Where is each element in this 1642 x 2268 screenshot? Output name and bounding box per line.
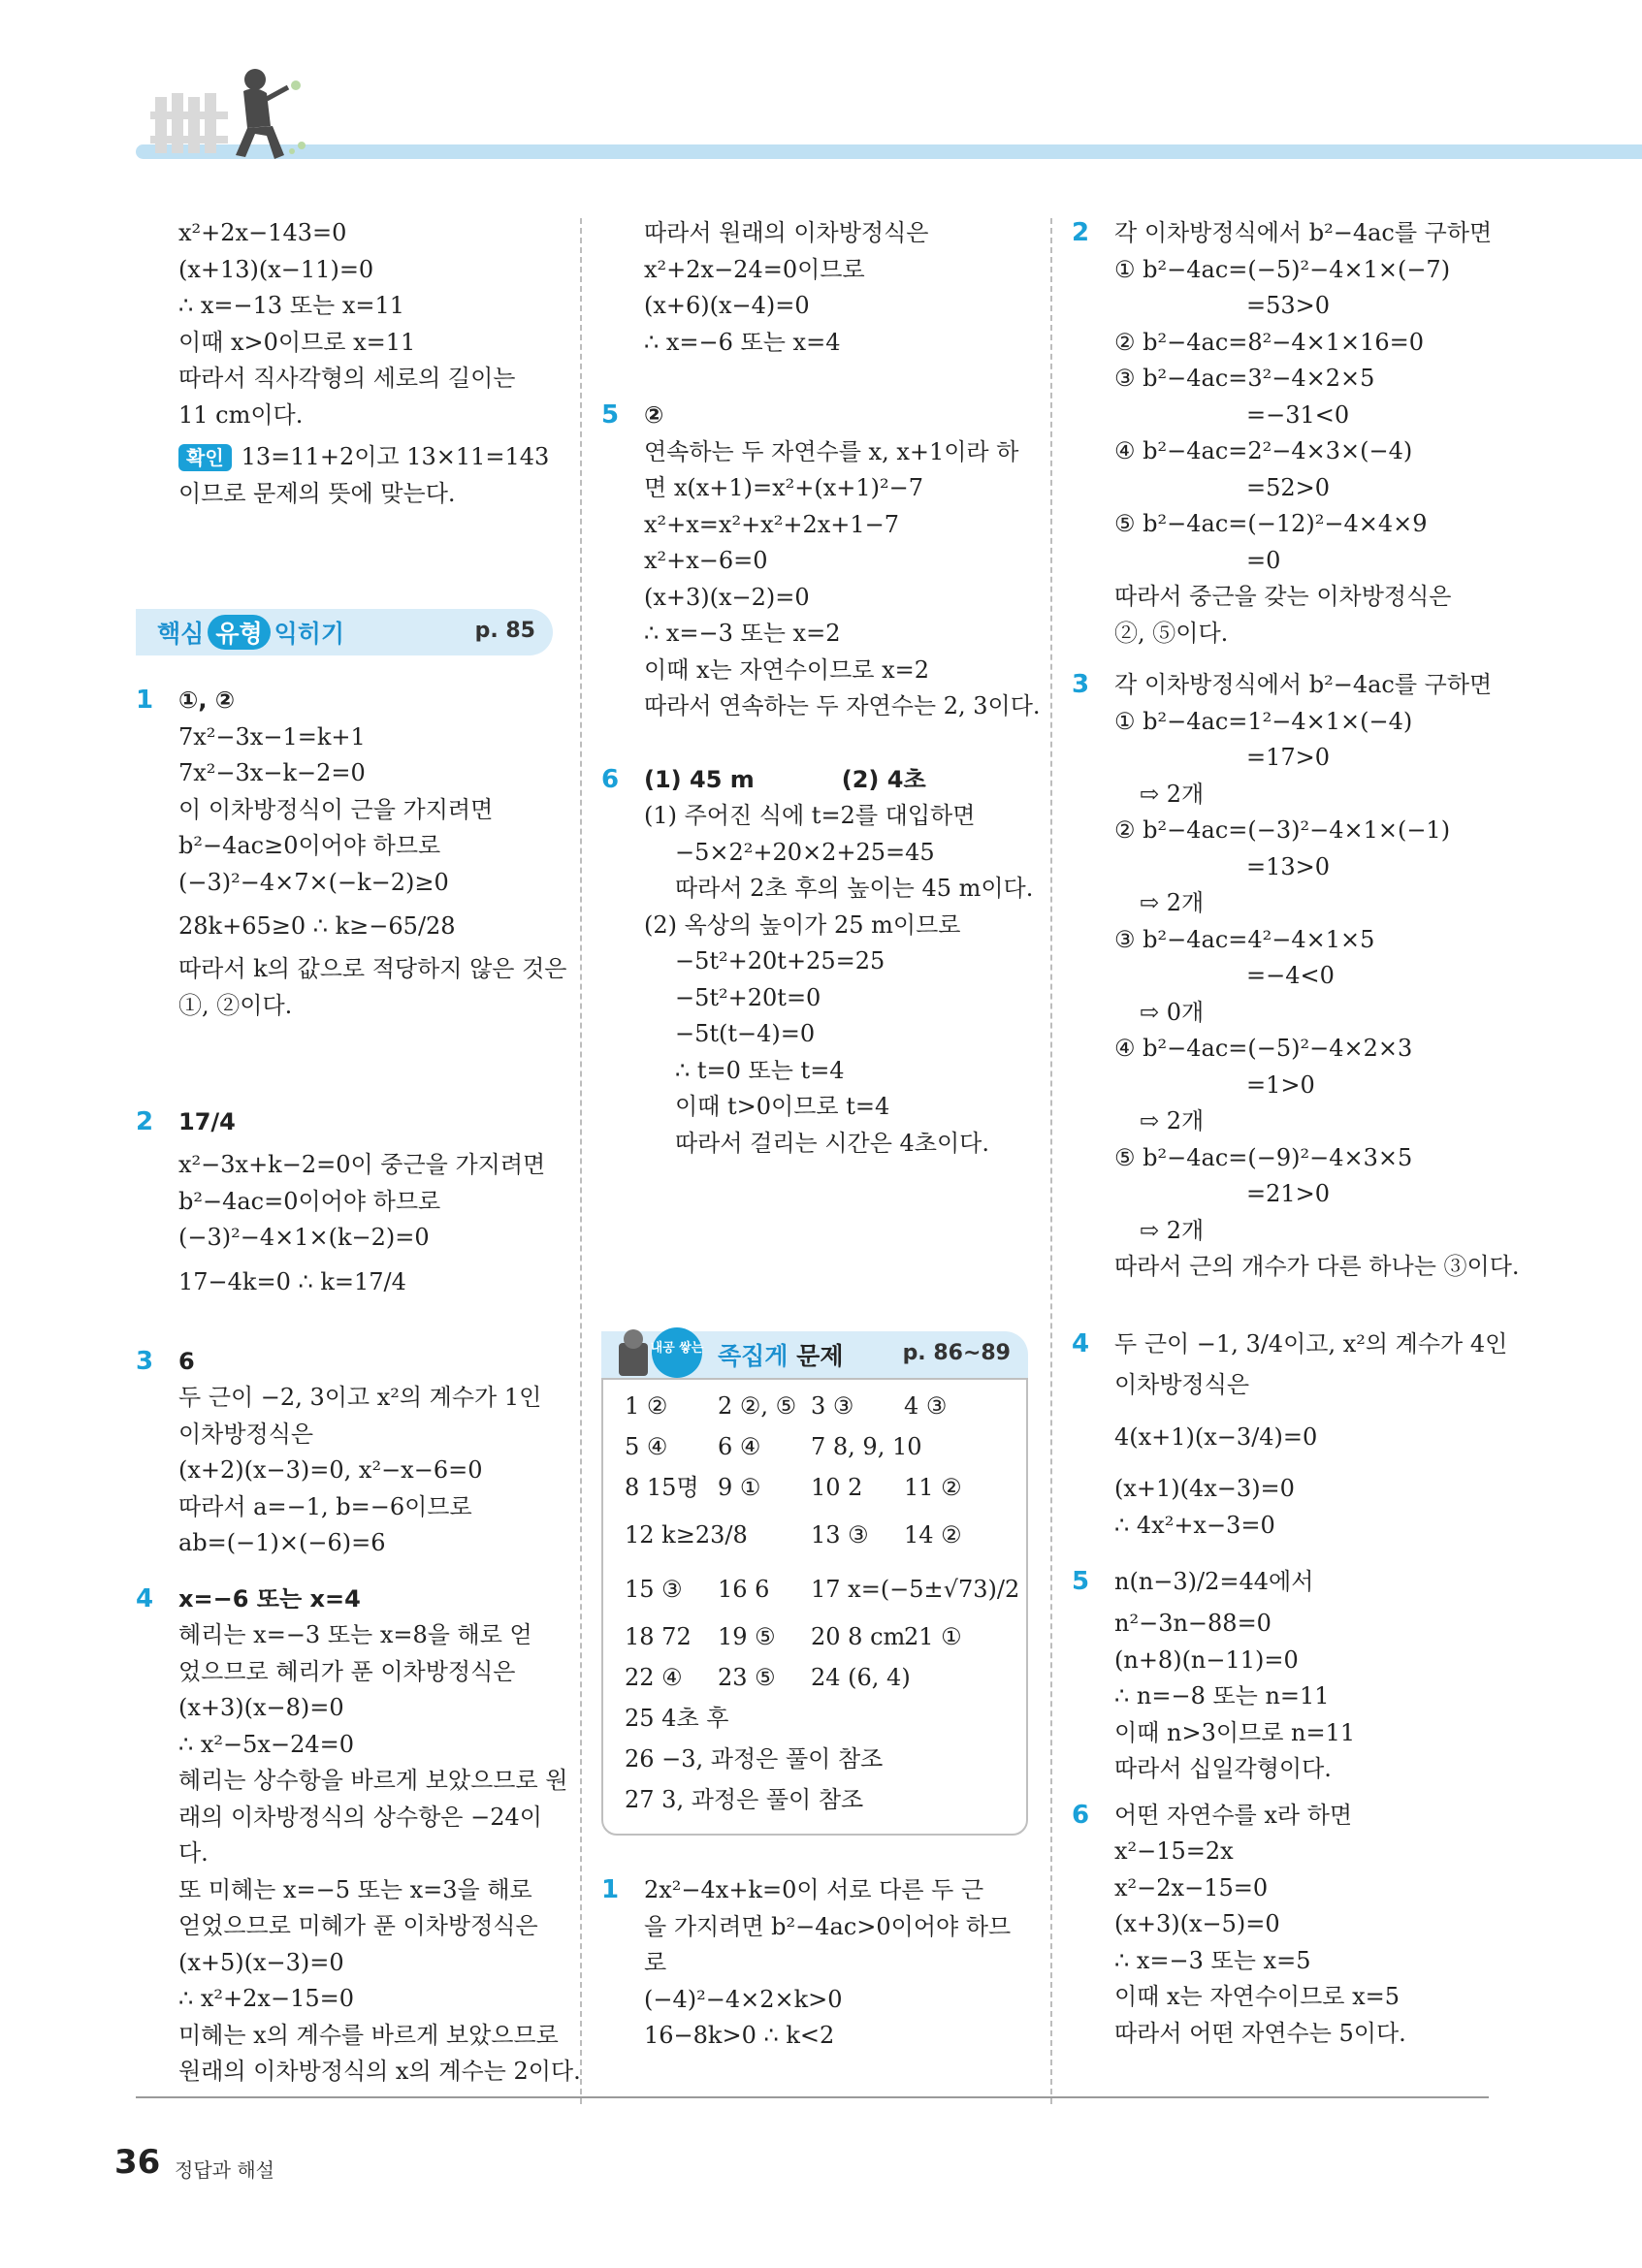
solution-line: ⇨ 2개 [1140,1107,1205,1134]
solution-line: ③ b²−4ac=4²−4×1×5 [1114,925,1375,953]
solution-line: x²−2x−15=0 [1114,1873,1269,1901]
solution-line: ③ b²−4ac=3²−4×2×5 [1114,365,1375,392]
solution-line: 따라서 근의 개수가 다른 하나는 ③이다. [1114,1253,1520,1280]
solution-line: 두 근이 −1, 3/4이고, x²의 계수가 4인 [1114,1329,1508,1358]
column-2 [601,215,1041,2055]
solution-line: 미혜는 x의 계수를 바르게 보았으므로 [178,2021,559,2049]
question-3-discriminant [1072,667,1520,1286]
section-page-ref: p. 85 [474,619,535,643]
answer-row: 1 ② 2 ②, ⑤ 3 ③ 4 ③ [625,1392,948,1420]
sub-question-head: (1) 주어진 식에 t=2를 대입하면 [644,802,976,829]
solution-line: =−31<0 [1246,400,1350,429]
question-number: 6 [601,764,620,794]
page-number: 36 [114,2143,161,2182]
solution-line: 따라서 2초 후의 높이는 45 m이다. [675,875,1034,902]
solution-line: (x+3)(x−2)=0 [644,583,810,611]
question-5 [601,398,1041,725]
solution-line: 래의 이차방정식의 상수항은 −24이 [178,1803,542,1831]
solution-line: 다. [178,1839,209,1867]
question-number: 2 [136,1107,154,1136]
solution-line: =53>0 [1246,292,1331,319]
solution-line: ∴ x²−5x−24=0 [178,1730,354,1758]
solution-line: 이때 x는 자연수이므로 x=5 [1114,1983,1400,2010]
solution-line: 따라서 연속하는 두 자연수는 2, 3이다. [644,692,1041,719]
solution-line: (−3)²−4×7×(−k−2)≥0 [178,868,449,896]
section-header-core-types [136,609,553,655]
solution-line: ⇨ 2개 [1140,889,1205,916]
solution-line: 이때 t>0이므로 t=4 [675,1093,890,1120]
header-bar [136,144,1642,159]
solution-line: 각 이차방정식에서 b²−4ac를 구하면 [1114,219,1493,246]
solution-line: 7x²−3x−1=k+1 [178,722,366,751]
question-number: 5 [601,400,620,430]
solution-line: 어떤 자연수를 x라 하면 [1114,1801,1353,1829]
solution-line: 이차방정식은 [1114,1370,1250,1398]
column-3 [1072,215,1520,2052]
solution-line: (n+8)(n−11)=0 [1114,1645,1299,1674]
solution-line: ∴ x=−3 또는 x=2 [644,620,841,647]
solution-line: −5t²+20t+25=25 [675,947,885,974]
solution-line: =21>0 [1246,1180,1331,1207]
solution-line: x²−15=2x [1114,1837,1234,1865]
footer-label: 정답과 해설 [175,2158,274,2182]
solution-line: 원래의 이차방정식의 x의 계수는 2이다. [178,2058,581,2085]
question-answer: 6 [178,1347,195,1375]
solution-line: 혜리는 상수항을 바르게 보았으므로 원 [178,1767,568,1794]
solution-line: ①, ②이다. [178,991,293,1019]
solution-line: 28k+65≥0 ∴ k≥−65/28 [178,912,456,940]
question-answer-a: (1) 45 m [644,765,755,793]
solution-line: (−3)²−4×1×(k−2)=0 [178,1224,430,1251]
solution-continued [601,215,1028,361]
solution-line: ∴ n=−8 또는 n=11 [1114,1682,1330,1709]
check-text: 13=11+2이고 13×11=143 [241,443,550,470]
solution-line: x²+2x−143=0 [178,219,347,246]
solution-line: 각 이차방정식에서 b²−4ac를 구하면 [1114,671,1493,698]
solution-line: ∴ 4x²+x−3=0 [1114,1511,1275,1539]
solution-line: x²−3x+k−2=0이 중근을 가지려면 [178,1151,546,1178]
solution-line: (−4)²−4×2×k>0 [644,1985,843,2013]
section-title: 족집게 문제 [718,1342,844,1370]
solution-line: n²−3n−88=0 [1114,1610,1272,1637]
answer-row: 27 3, 과정은 풀이 참조 [625,1786,864,1813]
solution-line: =13>0 [1246,852,1331,880]
solution-line: ②, ⑤이다. [1114,619,1229,647]
solution-line: ② b²−4ac=8²−4×1×16=0 [1114,328,1425,356]
solution-line: ∴ x=−6 또는 x=4 [644,328,841,356]
solution-line: 로 [644,1949,667,1976]
solution-line: 두 근이 −2, 3이고 x²의 계수가 1인 [178,1384,542,1411]
solution-line: ⑤ b²−4ac=(−12)²−4×4×9 [1114,510,1428,537]
solution-line: x²+x−6=0 [644,547,768,574]
answer-row: 22 ④ 23 ⑤ 24 (6, 4) [625,1664,911,1691]
question-number: 1 [136,686,154,715]
solution-line: 따라서 십일각형이다. [1114,1755,1332,1782]
check-badge: 확인 [178,444,232,471]
solution-line: 17−4k=0 ∴ k=17/4 [178,1267,406,1295]
column-1 [136,215,581,2091]
problem-1 [601,1872,1028,2055]
question-answer-b: (2) 4초 [841,765,926,793]
bottom-rule [136,2096,1489,2098]
question-number: 4 [1072,1328,1090,1358]
question-6-natural [1072,1798,1498,2053]
solution-line: 얻었으므로 미혜가 푼 이차방정식은 [178,1912,538,1939]
question-answer: 17/4 [178,1108,236,1135]
question-1 [136,683,567,1024]
column-divider-2 [1050,218,1052,2104]
question-2 [136,1097,553,1307]
solution-line: 따라서 어떤 자연수는 5이다. [1114,2019,1406,2047]
solution-line: =0 [1246,546,1281,574]
solution-line: 이때 x>0이므로 x=11 [178,328,416,356]
question-4-roots [1072,1321,1508,1545]
solution-line: ④ b²−4ac=2²−4×3×(−4) [1114,437,1413,464]
solution-line: x²+2x−24=0이므로 [644,255,865,283]
question-2-discriminant [1072,215,1498,652]
solution-line: 2x²−4x+k=0이 서로 다른 두 근 [644,1876,984,1903]
question-number: 3 [136,1346,154,1376]
solution-line: 또 미혜는 x=−5 또는 x=3을 해로 [178,1875,532,1903]
solution-line: ④ b²−4ac=(−5)²−4×2×3 [1114,1035,1413,1062]
solution-line: −5×2²+20×2+25=45 [675,838,935,866]
solution-line: 을 가지려면 b²−4ac>0이어야 하므 [644,1912,1012,1940]
question-4 [136,1581,581,2091]
question-answer: ①, ② [178,687,236,714]
check-line-2: 이므로 문제의 뜻에 맞는다. [178,479,456,507]
solution-line: n(n−3)/2=44에서 [1114,1568,1314,1595]
solution-line: 16−8k>0 ∴ k<2 [644,2022,835,2049]
solution-line: 이차방정식은 [178,1420,314,1448]
answer-row: 15 ③ 16 6 17 x=(−5±√73)/2 [625,1576,1020,1603]
solution-line: (x+3)(x−5)=0 [1114,1910,1280,1937]
question-number: 3 [1072,670,1090,699]
gardener-illustration-icon [150,58,310,165]
solution-line: b²−4ac=0이어야 하므로 [178,1187,441,1215]
solution-line: 이 이차방정식이 근을 가지려면 [178,795,494,823]
solution-line: 따라서 걸리는 시간은 4초이다. [675,1129,989,1157]
section-page-ref: p. 86~89 [902,1341,1011,1365]
solution-line: (x+13)(x−11)=0 [178,255,374,283]
question-answer: x=−6 또는 x=4 [178,1584,361,1613]
question-number: 1 [601,1875,620,1904]
solution-line: 면 x(x+1)=x²+(x+1)²−7 [644,474,924,501]
solution-line: =17>0 [1246,744,1331,771]
solution-line: −5t²+20t=0 [675,983,821,1011]
solution-line: ② b²−4ac=(−3)²−4×1×(−1) [1114,816,1451,844]
column-divider-1 [580,218,582,2104]
solution-line: =1>0 [1246,1070,1315,1099]
solution-continued [136,215,553,512]
solution-line: ab=(−1)×(−6)=6 [178,1529,386,1556]
section-header-jokjipge [601,1331,1028,1378]
solution-line: 11 cm이다. [178,400,304,429]
section-title-pill: 유형 [208,615,270,650]
solution-line: (x+1)(4x−3)=0 [1114,1475,1295,1502]
question-6 [601,762,1034,1163]
sub-question-head: (2) 옥상의 높이가 25 m이므로 [644,910,961,939]
question-number: 2 [1072,218,1090,247]
answer-row: 26 −3, 과정은 풀이 참조 [625,1745,884,1773]
solution-line: ⇨ 2개 [1140,780,1205,808]
answer-row: 25 4초 후 [625,1705,729,1732]
section-icon-label: 내공 쌓는 [650,1341,704,1356]
answer-row: 18 72 19 ⑤ 20 8 cm21 ① [625,1623,962,1650]
answer-row: 8 15명 9 ① 10 2 11 ② [625,1474,962,1501]
question-5-polygon [1072,1557,1498,1788]
solution-line: b²−4ac≥0이어야 하므로 [178,832,441,859]
section-title: 핵심 유형 익히기 [157,615,344,650]
question-answer: ② [644,401,664,429]
answer-row: 12 k≥23/8 13 ③ 14 ② [625,1521,962,1549]
solution-line: =−4<0 [1246,962,1335,989]
solution-line: ∴ x=−13 또는 x=11 [178,292,405,319]
solution-line: 따라서 k의 값으로 적당하지 않은 것은 [178,955,567,982]
solution-line: −5t(t−4)=0 [675,1020,816,1047]
solution-line: x²+x=x²+x²+2x+1−7 [644,510,900,538]
solution-line: 연속하는 두 자연수를 x, x+1이라 하 [644,437,1019,465]
solution-line: (x+2)(x−3)=0, x²−x−6=0 [178,1456,483,1484]
check-line [178,439,553,476]
solution-line: 혜리는 x=−3 또는 x=8을 해로 얻 [178,1621,532,1648]
solution-line: (x+3)(x−8)=0 [178,1694,344,1721]
answer-row: 5 ④ 6 ④ 7 8, 9, 10 [625,1433,922,1460]
solution-line: 7x²−3x−k−2=0 [178,759,366,786]
solution-line: ① b²−4ac=1²−4×1×(−4) [1114,707,1413,735]
solution-line: (x+6)(x−4)=0 [644,292,810,319]
solution-line: 이때 x는 자연수이므로 x=2 [644,655,929,684]
question-number: 6 [1072,1800,1090,1830]
question-number: 5 [1072,1567,1090,1596]
solution-line: ∴ x²+2x−15=0 [178,1985,354,2012]
answer-key-box [601,1378,1028,1836]
solution-line: 었으므로 혜리가 푼 이차방정식은 [178,1657,516,1685]
solution-line: ∴ t=0 또는 t=4 [675,1056,845,1084]
solution-line: ① b²−4ac=(−5)²−4×1×(−7) [1114,255,1451,283]
solution-line: 4(x+1)(x−3/4)=0 [1114,1423,1318,1451]
solution-line: 따라서 원래의 이차방정식은 [644,219,929,246]
solution-line: ∴ x=−3 또는 x=5 [1114,1946,1311,1974]
solution-line: ⇨ 0개 [1140,998,1205,1026]
solution-line: =52>0 [1246,473,1331,501]
solution-line: 따라서 a=−1, b=−6이므로 [178,1492,472,1520]
solution-line: 이때 n>3이므로 n=11 [1114,1718,1356,1746]
solution-line: ⑤ b²−4ac=(−9)²−4×3×5 [1114,1143,1413,1171]
question-3 [136,1344,553,1562]
solution-line: 따라서 중근을 갖는 이차방정식은 [1114,583,1452,610]
question-number: 4 [136,1583,154,1613]
solution-line: ⇨ 2개 [1140,1216,1205,1244]
solution-line: (x+5)(x−3)=0 [178,1948,344,1976]
solution-line: 따라서 직사각형의 세로의 길이는 [178,365,516,392]
